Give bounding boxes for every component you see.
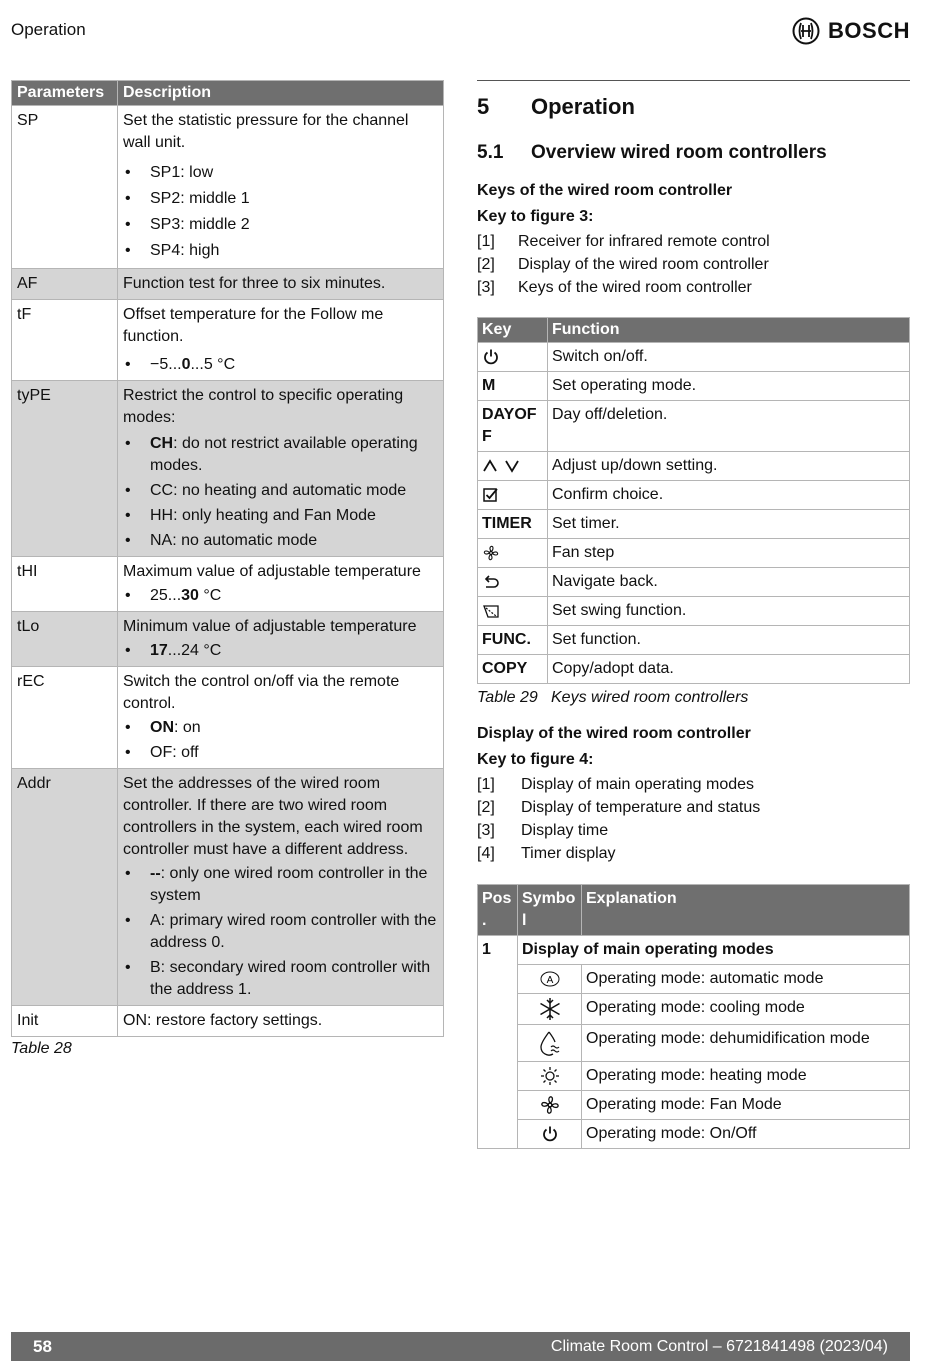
table-row: Operating mode: cooling mode <box>478 994 910 1025</box>
table-row: Switch on/off. <box>478 343 910 372</box>
key-to-figure-3: Key to figure 3: <box>477 208 594 225</box>
list-item: [4] Timer display <box>477 845 616 862</box>
table-28-caption: Table 28 <box>11 1040 72 1057</box>
bullet-item: • −5...0...5 °C <box>123 354 438 376</box>
chapter-heading: 5 Operation <box>477 94 635 119</box>
param-row-af <box>12 269 444 300</box>
bullet-item: • ON: on <box>123 717 438 739</box>
param-name: tF <box>12 300 118 381</box>
col-header-key: Key <box>478 318 548 343</box>
fan-icon <box>539 1094 561 1116</box>
param-desc <box>118 667 444 769</box>
bullet-item: • --: only one wired room controller in the system <box>123 863 438 907</box>
param-row-thi <box>12 557 444 612</box>
table-row: Operating mode: On/Off <box>478 1120 910 1149</box>
right-column <box>477 80 910 1149</box>
sun-icon <box>540 1066 560 1086</box>
bosch-logo-icon <box>792 17 820 45</box>
bullet-item: • CC: no heating and automatic mode <box>123 480 438 502</box>
up-down-icon <box>482 457 522 475</box>
param-desc: Function test for three to six minutes. <box>118 269 444 300</box>
bullet-item: • 25...30 °C <box>123 585 438 607</box>
param-desc-text: Maximum value of adjustable temperature <box>123 563 421 580</box>
param-desc-text: Set the addresses of the wired room controller. If there are two wired room controllers in the system, each wired room controller must have a different address. <box>123 775 423 858</box>
param-row-addr <box>12 769 444 1006</box>
param-row-rec <box>12 667 444 769</box>
table-row: Fan step <box>478 539 910 568</box>
section-rule <box>477 80 910 81</box>
col-header-symbol: Symbo l <box>518 885 582 936</box>
param-desc <box>118 106 444 269</box>
list-item: [3] Keys of the wired room controller <box>477 279 752 296</box>
col-header-parameters: Parameters <box>12 81 118 106</box>
bullet-item: • SP2: middle 1 <box>123 186 438 212</box>
droplet-icon <box>538 1030 562 1056</box>
param-name: tHI <box>12 557 118 612</box>
table-row: Operating mode: dehumidification mode <box>478 1025 910 1062</box>
col-header-description: Description <box>118 81 444 106</box>
param-name: AF <box>12 269 118 300</box>
param-desc-text: Minimum value of adjustable temperature <box>123 618 417 635</box>
section-header: Operation <box>11 20 86 39</box>
table-row: A Operating mode: automatic mode <box>478 965 910 994</box>
list-item: [2] Display of the wired room controller <box>477 256 769 273</box>
param-row-type <box>12 381 444 557</box>
table-row: 1 Display of main operating modes <box>478 936 910 965</box>
param-name: Init <box>12 1006 118 1037</box>
col-header-function: Function <box>548 318 910 343</box>
param-desc: ON: restore factory settings. <box>118 1006 444 1037</box>
table-row: Operating mode: heating mode <box>478 1062 910 1091</box>
brand-name: BOSCH <box>828 18 910 43</box>
param-row-init <box>12 1006 444 1037</box>
document-id: Climate Room Control – 6721841498 (2023/04) <box>550 1337 888 1355</box>
col-header-pos: Pos . <box>478 885 518 936</box>
snowflake-icon <box>538 997 562 1021</box>
parameters-table <box>11 80 444 1037</box>
table-row: TIMER Set timer. <box>478 510 910 539</box>
page-number: 58 <box>33 1336 52 1356</box>
bullet-item: • SP4: high <box>123 238 438 264</box>
table-row: Set swing function. <box>478 597 910 626</box>
col-header-explanation: Explanation <box>582 885 910 936</box>
param-name: tyPE <box>12 381 118 557</box>
bullet-item: • SP1: low <box>123 160 438 186</box>
bullet-item: • CH: do not restrict available operating modes. <box>123 433 438 477</box>
table-row: DAYOF F Day off/deletion. <box>478 401 910 452</box>
param-row-tf <box>12 300 444 381</box>
table-row: FUNC. Set function. <box>478 626 910 655</box>
param-desc <box>118 769 444 1006</box>
param-row-tlo <box>12 612 444 667</box>
fan-icon <box>482 544 500 562</box>
display-heading: Display of the wired room controller <box>477 725 751 742</box>
bullet-item: • NA: no automatic mode <box>123 530 438 552</box>
brand-logo <box>792 17 910 45</box>
power-icon <box>541 1125 559 1143</box>
swing-icon <box>482 602 500 620</box>
bullet-item: • OF: off <box>123 742 438 764</box>
bullet-item: • HH: only heating and Fan Mode <box>123 505 438 527</box>
param-desc-text: Restrict the control to specific operating modes: <box>123 387 404 426</box>
param-desc-text: Offset temperature for the Follow me function. <box>123 306 384 345</box>
param-name: SP <box>12 106 118 269</box>
power-icon <box>482 348 500 366</box>
bullet-item: • 17...24 °C <box>123 640 438 662</box>
list-item: [2] Display of temperature and status <box>477 799 761 816</box>
bullet-item: • B: secondary wired room controller with the address 1. <box>123 957 438 1001</box>
display-symbols-table <box>477 884 910 1149</box>
figure-4-key-list <box>477 773 910 865</box>
list-item: [3] Display time <box>477 822 609 839</box>
bullet-item: • SP3: middle 2 <box>123 212 438 238</box>
table-row: Operating mode: Fan Mode <box>478 1091 910 1120</box>
list-item: [1] Receiver for infrared remote control <box>477 233 770 250</box>
table-row: Adjust up/down setting. <box>478 452 910 481</box>
param-desc <box>118 557 444 612</box>
param-name: rEC <box>12 667 118 769</box>
keys-heading: Keys of the wired room controller <box>477 182 733 199</box>
param-name: Addr <box>12 769 118 1006</box>
back-arrow-icon <box>482 573 500 591</box>
figure-3-key-list <box>477 230 910 299</box>
key-to-figure-4: Key to figure 4: <box>477 751 594 768</box>
param-row-sp <box>12 106 444 269</box>
section-heading: 5.1 Overview wired room controllers <box>477 142 827 163</box>
param-desc-text: Switch the control on/off via the remote control. <box>123 673 400 712</box>
table-row: COPY Copy/adopt data. <box>478 655 910 684</box>
bullet-item: • A: primary wired room controller with the address 0. <box>123 910 438 954</box>
list-item: [1] Display of main operating modes <box>477 776 755 793</box>
checkbox-icon <box>482 486 500 504</box>
page-footer <box>11 1332 910 1361</box>
auto-mode-icon <box>539 970 561 988</box>
param-desc-text: Set the statistic pressure for the channel wall unit. <box>123 112 409 151</box>
table-row: Confirm choice. <box>478 481 910 510</box>
svg-text:A: A <box>546 974 553 986</box>
param-desc <box>118 300 444 381</box>
param-desc <box>118 381 444 557</box>
table-row: M Set operating mode. <box>478 372 910 401</box>
keys-table <box>477 317 910 684</box>
param-name: tLo <box>12 612 118 667</box>
table-row: Navigate back. <box>478 568 910 597</box>
param-desc <box>118 612 444 667</box>
table-29-caption: Table 29 Keys wired room controllers <box>477 689 749 706</box>
